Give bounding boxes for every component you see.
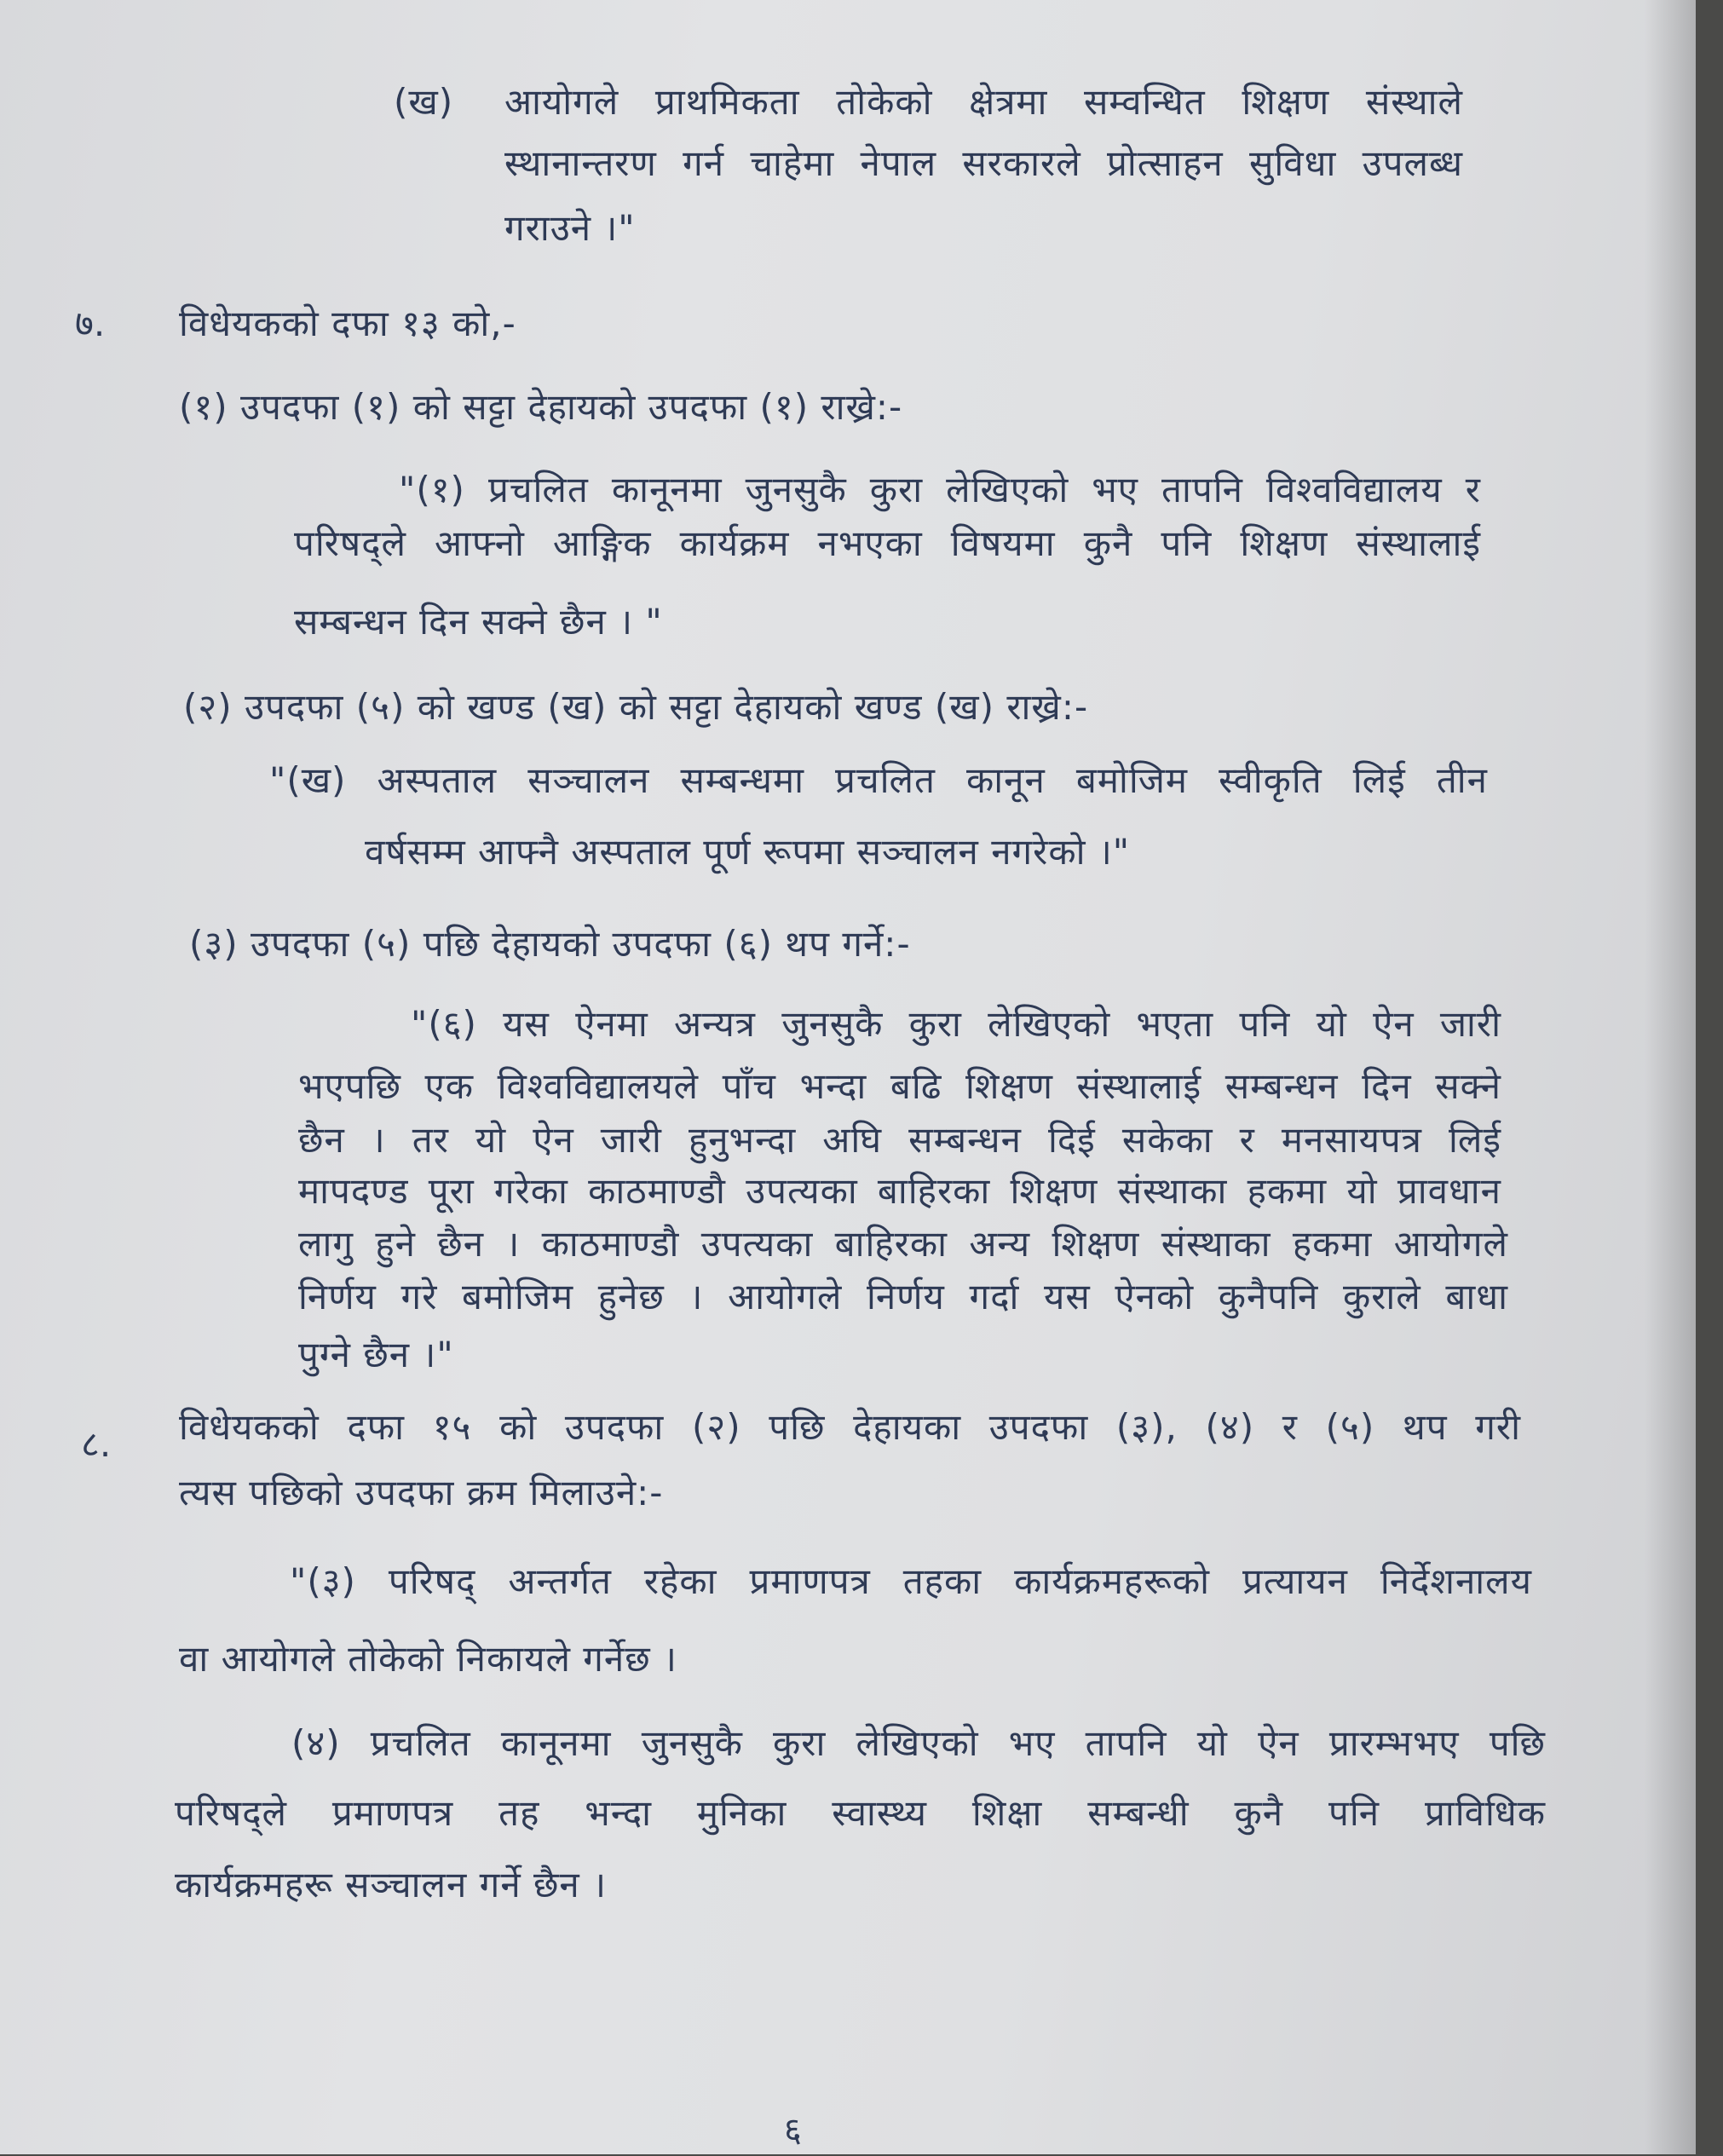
section-7-heading: विधेयकको दफा १३ को,- bbox=[179, 303, 516, 344]
page-number: ६ bbox=[784, 2111, 802, 2150]
kha-line-2: स्थानान्तरण गर्न चाहेमा नेपाल सरकारले प्रोत्साहन सुविधा उपलब्ध bbox=[504, 142, 1463, 184]
section-8-number: ८. bbox=[81, 1423, 112, 1465]
kha-line-3: गराउने ।" bbox=[504, 207, 636, 249]
section-7-sub2-heading: (२) उपदफा (५) को खण्ड (ख) को सट्टा देहायको खण्ड (ख) राख्रे:- bbox=[183, 686, 1089, 728]
section-7-number: ७. bbox=[75, 303, 106, 344]
sub2-quote-line-1: "(ख) अस्पताल सञ्चालन सम्बन्धमा प्रचलित कानून बमोजिम स्वीकृति लिई तीन bbox=[269, 759, 1488, 801]
sub1-quote-line-1: "(१) प्रचलित कानूनमा जुनसुकै कुरा लेखिएको भए तापनि विश्वविद्यालय र bbox=[399, 469, 1481, 510]
section-8-sub3-line-1: "(३) परिषद् अन्तर्गत रहेका प्रमाणपत्र तहका कार्यक्रमहरूको प्रत्यायन निर्देशनालय bbox=[290, 1560, 1532, 1602]
sub3-quote-line-3: छैन । तर यो ऐन जारी हुनुभन्दा अघि सम्बन्धन दिई सकेका र मनसायपत्र लिई bbox=[298, 1119, 1501, 1161]
sub3-quote-line-2: भएपछि एक विश्वविद्यालयले पाँच भन्दा बढि शिक्षण संस्थालाई सम्बन्धन दिन सक्ने bbox=[298, 1065, 1501, 1107]
section-8-sub4-line-3: कार्यक्रमहरू सञ्चालन गर्ने छैन । bbox=[175, 1864, 608, 1905]
page-edge-shadow bbox=[1645, 0, 1696, 2154]
sub2-quote-line-2: वर्षसम्म आफ्नै अस्पताल पूर्ण रूपमा सञ्चालन नगरेको ।" bbox=[365, 831, 1131, 873]
section-8-intro-line-1: विधेयकको दफा १५ को उपदफा (२) पछि देहायका उपदफा (३), (४) र (५) थप गरी bbox=[179, 1406, 1521, 1448]
sub1-quote-line-3: सम्बन्धन दिन सक्ने छैन । " bbox=[294, 601, 663, 643]
section-8-sub4-line-1: (४) प्रचलित कानूनमा जुनसुकै कुरा लेखिएको भए तापनि यो ऐन प्रारम्भभए पछि bbox=[291, 1722, 1546, 1764]
sub3-quote-line-1: "(६) यस ऐनमा अन्यत्र जुनसुकै कुरा लेखिएको भएता पनि यो ऐन जारी bbox=[411, 1003, 1501, 1045]
section-8-intro-line-2: त्यस पछिको उपदफा क्रम मिलाउने:- bbox=[179, 1472, 664, 1513]
section-7-sub3-heading: (३) उपदफा (५) पछि देहायको उपदफा (६) थप गर्ने:- bbox=[189, 923, 911, 965]
section-8-sub3-line-2: वा आयोगले तोकेको निकायले गर्नेछ । bbox=[179, 1638, 677, 1680]
kha-line-1: आयोगले प्राथमिकता तोकेको क्षेत्रमा सम्वन्धित शिक्षण संस्थाले bbox=[504, 81, 1463, 123]
sub1-quote-line-2: परिषद्ले आफ्नो आङ्गिक कार्यक्रम नभएका विषयमा कुनै पनि शिक्षण संस्थालाई bbox=[294, 522, 1481, 564]
section-7-sub1-heading: (१) उपदफा (१) को सट्टा देहायको उपदफा (१) राख्रे:- bbox=[179, 386, 903, 428]
sub3-quote-line-7: पुग्ने छैन ।" bbox=[298, 1334, 454, 1375]
sub3-quote-line-5: लागु हुने छैन । काठमाण्डौ उपत्यका बाहिरका अन्य शिक्षण संस्थाका हकमा आयोगले bbox=[298, 1223, 1508, 1265]
sub3-quote-line-6: निर्णय गरे बमोजिम हुनेछ । आयोगले निर्णय गर्दा यस ऐनको कुनैपनि कुराले बाधा bbox=[298, 1276, 1508, 1317]
section-8-sub4-line-2: परिषद्ले प्रमाणपत्र तह भन्दा मुनिका स्वास्थ्य शिक्षा सम्बन्धी कुनै पनि प्राविधिक bbox=[175, 1792, 1546, 1834]
clause-label-kha: (ख) bbox=[394, 81, 454, 123]
sub3-quote-line-4: मापदण्ड पूरा गरेका काठमाण्डौ उपत्यका बाहिरका शिक्षण संस्थाका हकमा यो प्रावधान bbox=[298, 1170, 1501, 1212]
